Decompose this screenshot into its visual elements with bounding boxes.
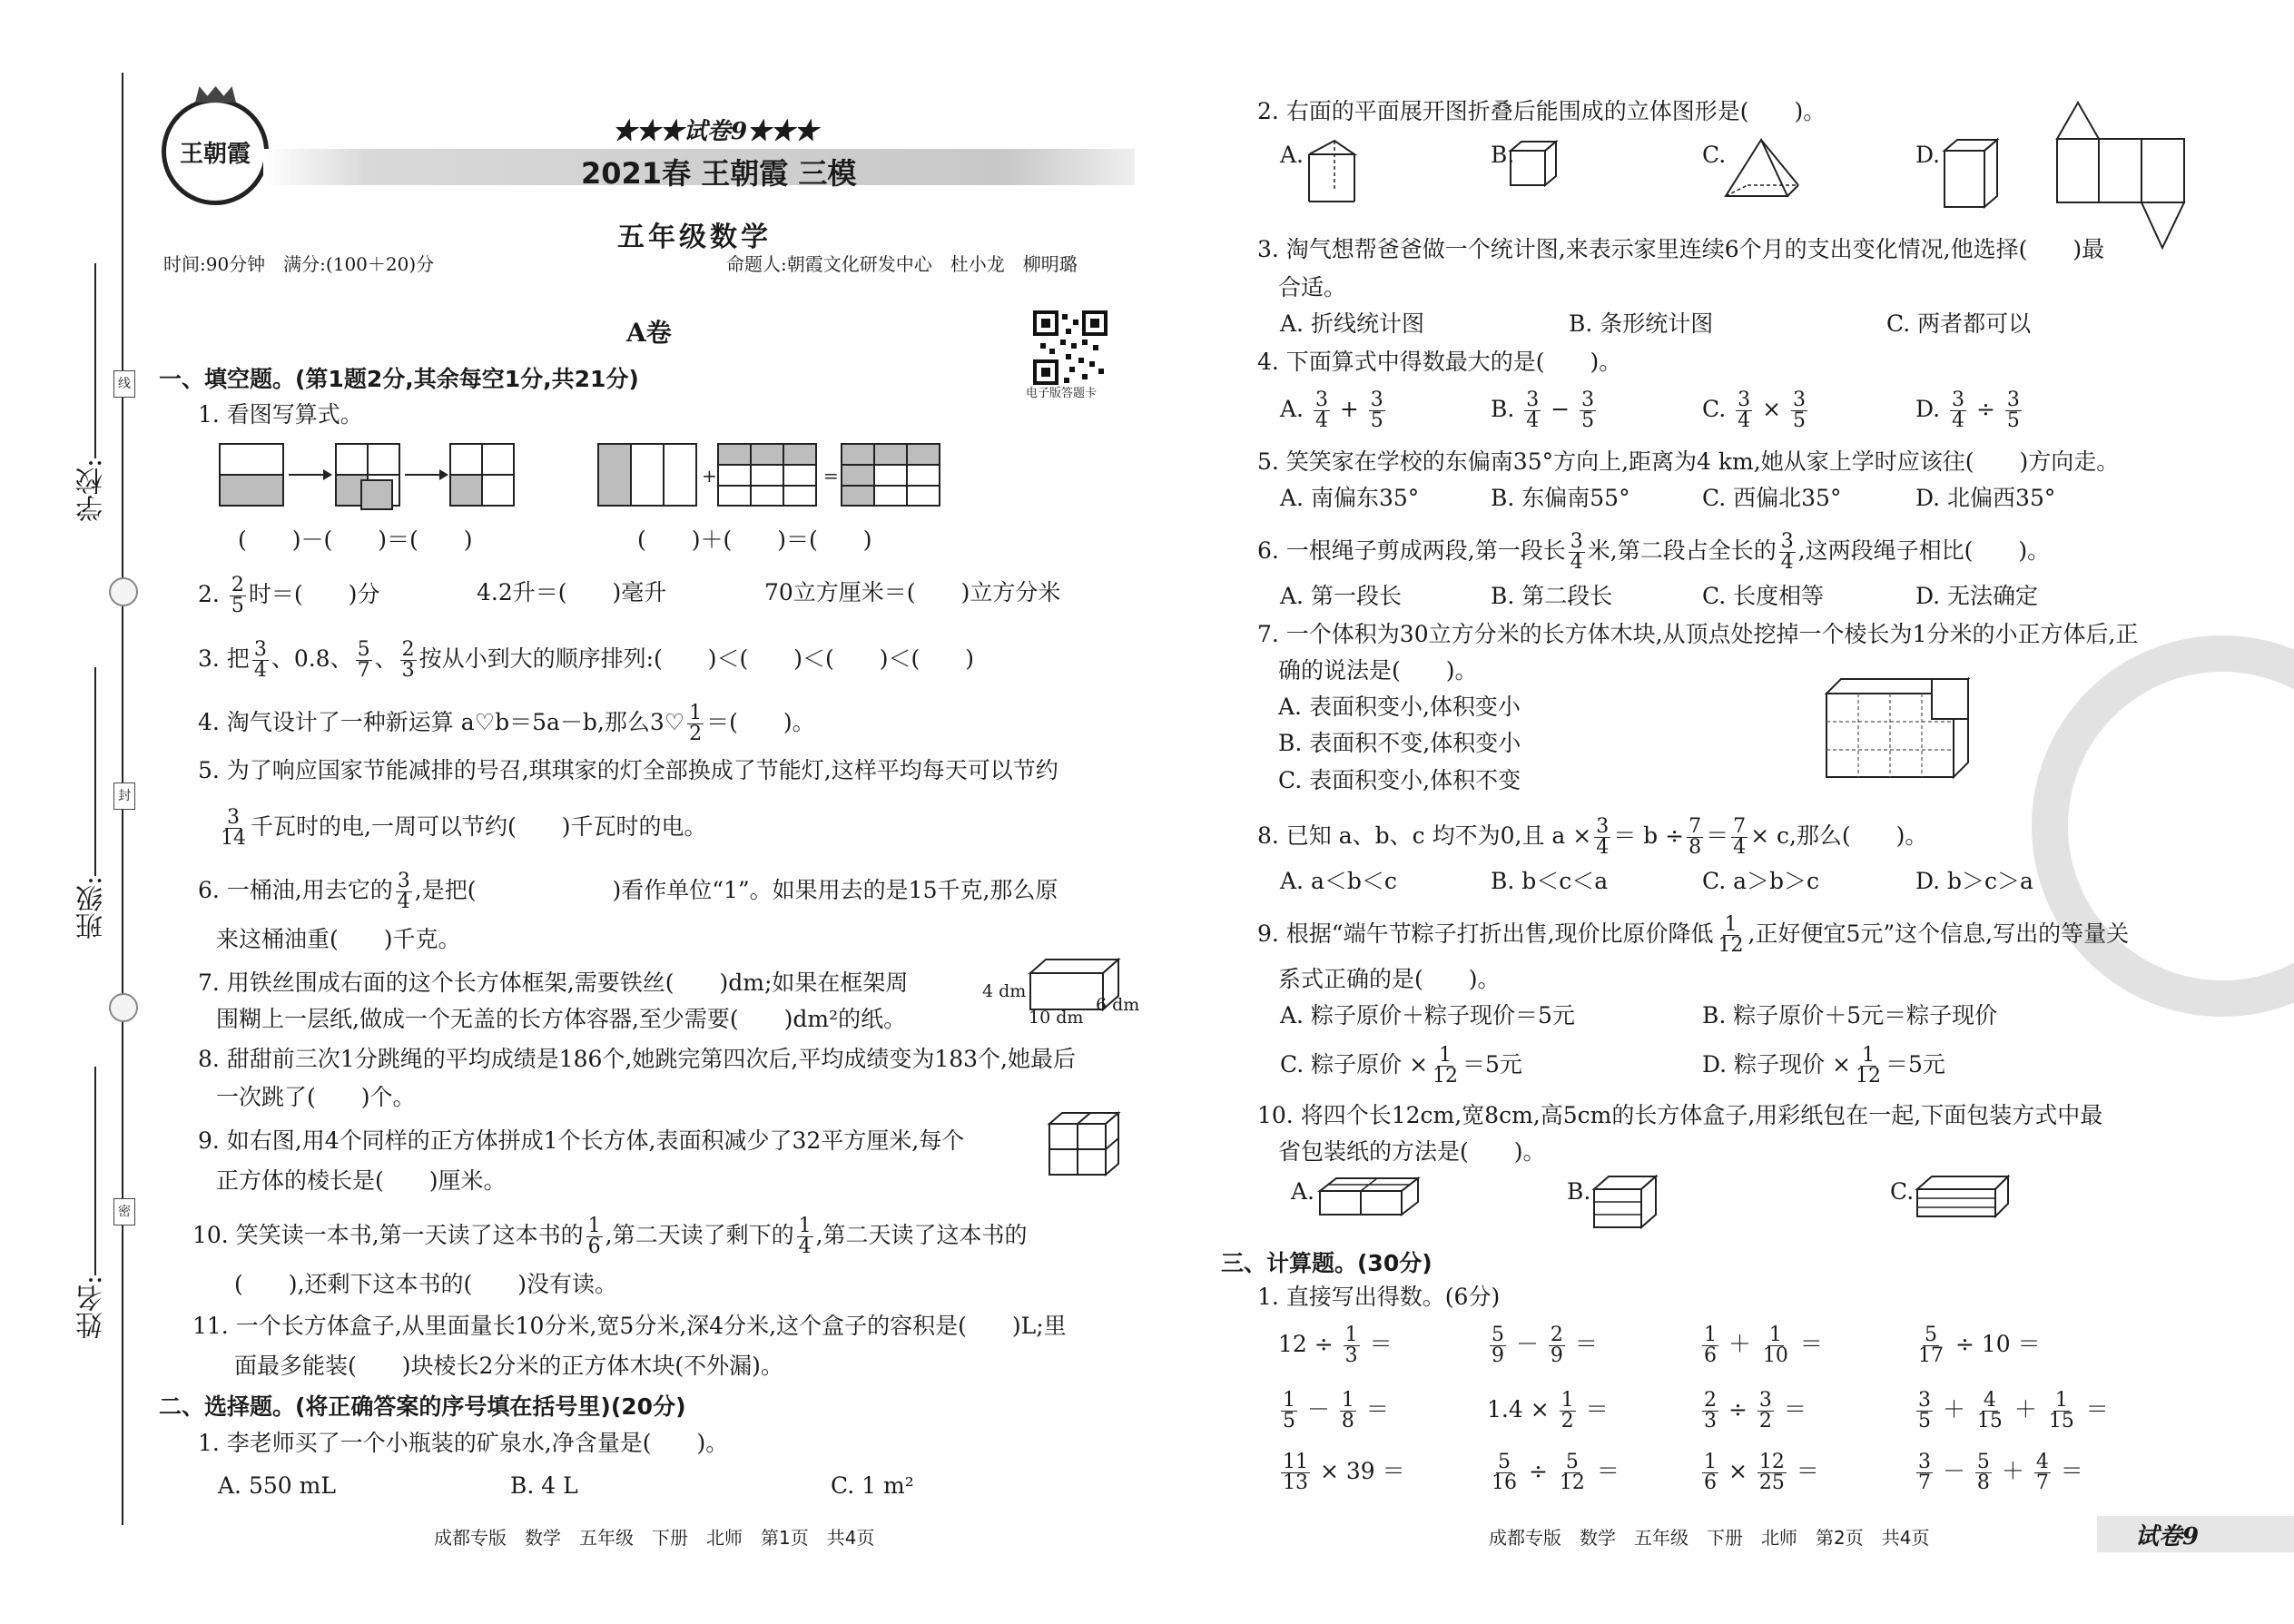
- choice-4-option-d[interactable]: D. $\frac{3}{4}$ ÷ $\frac{3}{5}$: [1915, 389, 2020, 432]
- question-10-line2: ( ),还剩下这本书的( )没有读。: [234, 1271, 617, 1297]
- choice-question-5: 5. 笑笑家在学校的东偏南35°方向上,距离为4 km,她从家上学时应该往( )方向走。: [1257, 448, 2120, 475]
- svg-text:+: +: [702, 465, 717, 487]
- q10-option-a-figure: [1316, 1175, 1421, 1220]
- q7-dim-width: 6 dm: [1096, 995, 1140, 1015]
- option-d-cuboid-figure: [1941, 136, 2004, 213]
- question-4: 4. 淘气设计了一种新运算 a♡b＝5a－b,那么3♡ $\frac{1}{2}$ ＝( )。: [198, 702, 815, 745]
- choice-7-option-c[interactable]: C. 表面积变小,体积不变: [1278, 767, 1521, 793]
- volume-label: A卷: [626, 318, 672, 348]
- choice-question-2: 2. 右面的平面展开图折叠后能围成的立体图形是( )。: [1257, 98, 1826, 124]
- secret-watermark: [2032, 635, 2294, 1017]
- section-heading-choice: 二、选择题。(将正确答案的序号填在括号里)(20分): [159, 1393, 686, 1420]
- choice-10-option-a[interactable]: A.: [1291, 1178, 1315, 1205]
- brand-logo: [162, 98, 269, 205]
- choice-2-option-d[interactable]: D.: [1915, 142, 1941, 168]
- q1-blank-b[interactable]: ( )＋( )＝( ): [637, 527, 872, 553]
- choice-5-option-c[interactable]: C. 西偏北35°: [1702, 485, 1842, 511]
- choice-4-option-c[interactable]: C. $\frac{3}{4}$ × $\frac{3}{5}$: [1702, 389, 1806, 432]
- choice-2-option-a[interactable]: A.: [1280, 142, 1305, 168]
- q1-figure-subtraction: [216, 440, 516, 513]
- choice-9-option-d[interactable]: D. 粽子现价 × $\frac{1}{12}$ ＝5元: [1702, 1044, 1945, 1088]
- q7-carved-block-figure: [1823, 674, 1977, 781]
- binding-mark-seal: 封: [113, 782, 135, 810]
- choice-question-7-line2: 确的说法是( )。: [1278, 657, 1478, 684]
- question-3: 3. 把 $\frac{3}{4}$ 、0.8、 $\frac{5}{7}$ 、 $\frac{2}{3}$ 按从小到大的顺序排列:( )＜( )＜( )＜( ): [198, 638, 975, 682]
- choice-question-10-line2: 省包装纸的方法是( )。: [1278, 1138, 1546, 1165]
- choice-6-option-b[interactable]: B. 第二段长: [1491, 583, 1613, 609]
- choice-4-option-b[interactable]: B. $\frac{3}{4}$ − $\frac{3}{5}$: [1491, 389, 1595, 432]
- question-8: 8. 甜甜前三次1分跳绳的平均成绩是186个,她跳完第四次后,平均成绩变为183个,她最后: [198, 1046, 1076, 1072]
- choice-question-7: 7. 一个体积为30立方分米的长方体木块,从顶点处挖掉一个棱长为1分米的小正方体后,正: [1257, 621, 2139, 647]
- choice-3-option-a[interactable]: A. 折线统计图: [1280, 310, 1424, 337]
- choice-7-option-a[interactable]: A. 表面积变小,体积变小: [1278, 694, 1521, 720]
- choice-6-option-d[interactable]: D. 无法确定: [1915, 583, 2039, 609]
- calc-item[interactable]: $\frac{1}{5}$ － $\frac{1}{8}$ ＝: [1283, 1389, 1389, 1432]
- choice-10-option-c[interactable]: C.: [1890, 1178, 1915, 1205]
- calc-question-1: 1. 直接写出得数。(6分): [1257, 1284, 1501, 1310]
- choice-4-option-a[interactable]: A. $\frac{3}{4}$ + $\frac{3}{5}$: [1280, 389, 1383, 432]
- option-c-pyramid-figure: [1720, 136, 1802, 204]
- calc-item[interactable]: $\frac{5}{17}$ ÷ 10 ＝: [1918, 1324, 2041, 1367]
- q1-figure-addition: [595, 440, 985, 513]
- time-info: 时间:90分钟 满分:(100＋20)分: [163, 253, 435, 275]
- q7-dim-height: 4 dm: [982, 981, 1027, 1001]
- footer-left: 成都专版 数学 五年级 下册 北师 第1页 共4页: [434, 1527, 875, 1549]
- choice-question-1: 1. 李老师买了一个小瓶装的矿泉水,净含量是( )。: [198, 1430, 729, 1456]
- choice-question-3: 3. 淘气想帮爸爸做一个统计图,来表示家里连续6个月的支出变化情况,他选择( )最: [1257, 236, 2105, 262]
- choice-question-9-line2: 系式正确的是( )。: [1278, 966, 1501, 992]
- question-5: 5. 为了响应国家节能减排的号召,琪琪家的灯全部换成了节能灯,这样平均每天可以节约: [198, 757, 1058, 783]
- choice-question-3-line2: 合适。: [1278, 274, 1347, 300]
- class-underline: [94, 667, 96, 876]
- choice-1-option-a[interactable]: A. 550 mL: [218, 1472, 336, 1499]
- binding-hole: [109, 993, 138, 1022]
- question-6: 6. 一桶油,用去它的 $\frac{3}{4}$ ,是把( )看作单位“1”。如果用去的是15千克,那么原: [198, 870, 1058, 913]
- binding-mark-line: 线: [113, 370, 135, 398]
- question-11: 11. 一个长方体盒子,从里面量长10分米,宽5分米,深4分米,这个盒子的容积是( )L;里: [192, 1313, 1067, 1339]
- choice-7-option-b[interactable]: B. 表面积不变,体积变小: [1278, 730, 1521, 756]
- calc-item[interactable]: $\frac{5}{9}$ － $\frac{2}{9}$ ＝: [1492, 1324, 1598, 1367]
- calc-item[interactable]: 1.4 × $\frac{1}{2}$ ＝: [1487, 1389, 1609, 1432]
- question-9: 9. 如右图,用4个同样的正方体拼成1个长方体,表面积减少了32平方厘米,每个: [198, 1127, 965, 1154]
- calc-item[interactable]: $\frac{3}{7}$ － $\frac{5}{8}$ ＋ $\frac{4}{7}$ ＝: [1918, 1451, 2083, 1494]
- question-9-line2: 正方体的棱长是( )厘米。: [216, 1167, 507, 1194]
- choice-10-option-b[interactable]: B.: [1567, 1178, 1591, 1205]
- choice-8-option-c[interactable]: C. a＞b＞c: [1702, 868, 1820, 894]
- class-label: 班级:: [76, 876, 108, 940]
- name-label: 姓名:: [76, 1275, 108, 1340]
- question-7: 7. 用铁丝围成右面的这个长方体框架,需要铁丝( )dm;如果在框架周: [198, 969, 909, 996]
- calc-item[interactable]: 12 ÷ $\frac{1}{3}$ ＝: [1278, 1324, 1393, 1367]
- question-2: 2. $\frac{2}{5}$ 时＝( )分: [198, 574, 380, 617]
- choice-8-option-a[interactable]: A. a＜b＜c: [1280, 868, 1397, 894]
- question-6-line2: 来这桶油重( )千克。: [216, 926, 461, 952]
- calc-item[interactable]: $\frac{3}{5}$ ＋ $\frac{4}{15}$ ＋ $\frac{1}{15}$ ＝: [1918, 1389, 2109, 1432]
- calc-item[interactable]: $\frac{2}{3}$ ÷ $\frac{3}{2}$ ＝: [1704, 1389, 1807, 1432]
- question-2b: 4.2升＝( )毫升: [477, 579, 667, 605]
- choice-question-4: 4. 下面算式中得数最大的是( )。: [1257, 349, 1622, 375]
- binding-mark-secret: 密: [113, 1198, 135, 1225]
- calc-item[interactable]: $\frac{1}{6}$ ＋ $\frac{1}{10}$ ＝: [1704, 1324, 1823, 1367]
- choice-1-option-b[interactable]: B. 4 L: [510, 1472, 578, 1499]
- option-b-cube-figure: [1507, 138, 1561, 192]
- question-8-line2: 一次跳了( )个。: [216, 1084, 416, 1110]
- exam-title: 2021春 王朝霞 三模: [581, 156, 857, 191]
- authors: 命题人:朝霞文化研发中心 杜小龙 柳明璐: [726, 253, 1078, 275]
- choice-2-option-b[interactable]: B.: [1491, 142, 1515, 168]
- choice-question-8: 8. 已知 a、b、c 均不为0,且 a × $\frac{3}{4}$ ＝ b ÷ $\frac{7}{8}$ ＝ $\frac{7}{4}$ × c,那么( )。: [1257, 815, 1928, 859]
- choice-3-option-b[interactable]: B. 条形统计图: [1569, 310, 1714, 337]
- question-5-line2: $\frac{3}{14}$ 千瓦时的电,一周可以节约( )千瓦时的电。: [221, 806, 707, 850]
- footer-right: 成都专版 数学 五年级 下册 北师 第2页 共4页: [1489, 1527, 1930, 1549]
- choice-2-option-c[interactable]: C.: [1702, 142, 1727, 168]
- calc-item[interactable]: $\frac{5}{16}$ ÷ $\frac{5}{12}$ ＝: [1492, 1451, 1620, 1494]
- question-1: 1. 看图写算式。: [198, 401, 363, 428]
- question-2c: 70立方厘米＝( )立方分米: [764, 579, 1061, 605]
- choice-9-option-a[interactable]: A. 粽子原价＋粽子现价＝5元: [1280, 1002, 1575, 1029]
- net-diagram: [2053, 98, 2190, 254]
- choice-6-option-a[interactable]: A. 第一段长: [1280, 583, 1402, 609]
- crown-icon: [195, 86, 236, 103]
- choice-question-10: 10. 将四个长12cm,宽8cm,高5cm的长方体盒子,用彩纸包在一起,下面包装方式中最: [1257, 1102, 2103, 1128]
- q7-dim-length: 10 dm: [1029, 1008, 1084, 1028]
- name-underline: [94, 1067, 96, 1275]
- school-label: 学校:: [76, 458, 108, 523]
- option-a-prism-figure: [1300, 136, 1364, 209]
- choice-5-option-b[interactable]: B. 东偏南55°: [1491, 485, 1630, 511]
- q1-blank-a[interactable]: ( )－( )＝( ): [238, 527, 473, 553]
- choice-3-option-c[interactable]: C. 两者都可以: [1886, 310, 2032, 337]
- q10-option-b-figure: [1590, 1173, 1663, 1231]
- question-7-line2: 围糊上一层纸,做成一个无盖的长方体容器,至少需要( )dm²的纸。: [216, 1006, 907, 1032]
- choice-5-option-a[interactable]: A. 南偏东35°: [1280, 485, 1420, 511]
- section-heading-calculation: 三、计算题。(30分): [1221, 1250, 1433, 1276]
- logo-text: 王朝霞: [179, 140, 251, 168]
- q10-option-c-figure: [1914, 1173, 2012, 1220]
- choice-question-9: 9. 根据“端午节粽子打折出售,现价比原价降低 $\frac{1}{12}$ ,正好便宜5元”这个信息,写出的等量关: [1257, 913, 2130, 957]
- question-10: 10. 笑笑读一本书,第一天读了这本书的 $\frac{1}{6}$ ,第二天读了剩下的 $\frac{1}{4}$ ,第二天读了这本书的: [192, 1215, 1028, 1258]
- qr-caption: 电子版答题卡: [1026, 387, 1098, 400]
- q9-cube-figure: [1046, 1109, 1124, 1178]
- paper-label: ★★★试卷9★★★: [613, 118, 819, 145]
- choice-question-6: 6. 一根绳子剪成两段,第一段长 $\frac{3}{4}$ 米,第二段占全长的 $\frac{3}{4}$ ,这两段绳子相比( )。: [1257, 530, 2051, 574]
- choice-8-option-d[interactable]: D. b＞c＞a: [1915, 868, 2033, 894]
- calc-item[interactable]: $\frac{1}{6}$ × $\frac{12}{25}$ ＝: [1704, 1451, 1819, 1494]
- svg-text:=: =: [823, 465, 839, 487]
- binding-hole: [109, 577, 138, 606]
- subject-title: 五年级数学: [617, 221, 772, 253]
- page-tag: 试卷9: [2135, 1523, 2200, 1550]
- choice-6-option-c[interactable]: C. 长度相等: [1702, 583, 1825, 609]
- calc-item[interactable]: $\frac{11}{13}$ × 39 ＝: [1283, 1451, 1405, 1494]
- choice-1-option-c[interactable]: C. 1 m²: [831, 1472, 914, 1499]
- section-heading-fill-blank: 一、填空题。(第1题2分,其余每空1分,共21分): [159, 366, 639, 392]
- choice-8-option-b[interactable]: B. b＜c＜a: [1491, 868, 1609, 894]
- choice-9-option-b[interactable]: B. 粽子原价＋5元＝粽子现价: [1702, 1002, 1998, 1029]
- question-11-line2: 面最多能装( )块棱长2分米的正方体木块(不外漏)。: [234, 1353, 783, 1379]
- choice-5-option-d[interactable]: D. 北偏西35°: [1915, 485, 2056, 511]
- choice-9-option-c[interactable]: C. 粽子原价 × $\frac{1}{12}$ ＝5元: [1280, 1044, 1522, 1088]
- school-underline: [94, 263, 96, 458]
- qr-code[interactable]: [1033, 310, 1108, 385]
